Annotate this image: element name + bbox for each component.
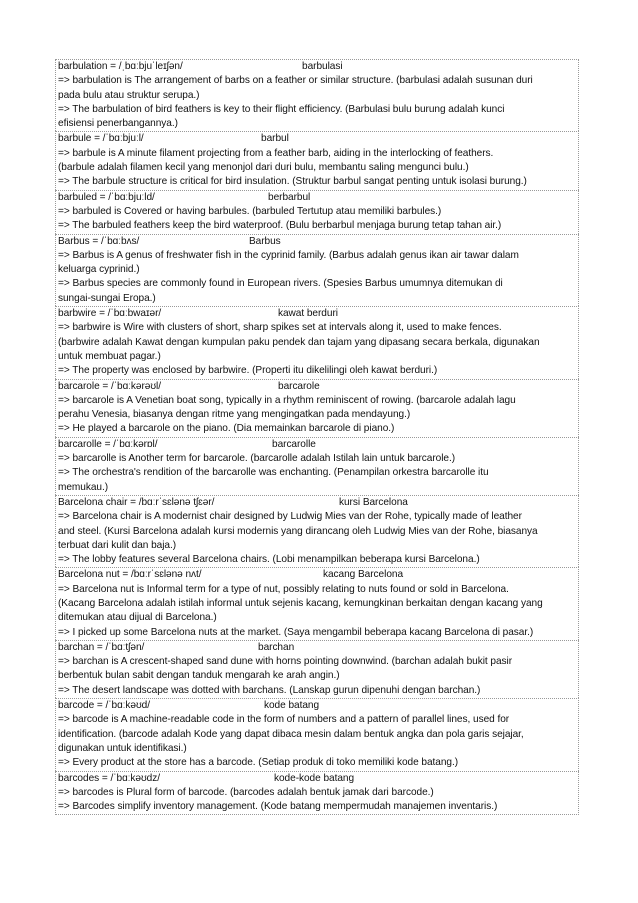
entry-headword: barcarolle = /ˈbɑːkərɒl/ [58,438,158,450]
entry-text-line: berbentuk bulan sabit dengan tanduk mengarah ke arah angin.) [58,670,340,682]
glossary-entry [55,59,579,131]
entry-headword: Barcelona nut = /bɑːrˈsɛlənə nʌt/ [58,569,202,581]
entry-headline [58,235,576,249]
entry-text-line: => barcodes is Plural form of barcode. (barcodes adalah bentuk jamak dari barcode.) [58,786,434,798]
entry-text-line: => The desert landscape was dotted with barchans. (Lanskap gurun dipenuhi dengan barchan.) [58,684,481,696]
entry-headline [58,641,576,655]
entry-text-line: => barchan is A crescent-shaped sand dune with horns pointing downwind. (barchan adalah bukit pasir [58,656,513,668]
entry-translation: Barbus [249,235,281,247]
entry-text-line: => The orchestra's rendition of the barcarolle was enchanting. (Penampilan orkestra barcarolle itu [58,467,489,479]
entry-headword: Barcelona chair = /bɑːrˈsɛlənə tʃɛər/ [58,496,215,508]
entry-translation: barcarolle [272,438,316,450]
entry-text-line: pada bulu atau struktur serupa.) [58,89,200,101]
glossary-entry [55,567,579,639]
glossary-entry [55,234,579,306]
entry-text-line: (barbule adalah filamen kecil yang menonjol dari duri bulu, membantu saling mengunci bulu.) [58,162,469,174]
entry-text-line: => barcarolle is Another term for barcarole. (barcarolle adalah Istilah lain untuk barcarole.) [58,453,456,465]
entry-translation: kursi Barcelona [339,496,408,508]
glossary-entry [55,379,579,437]
entry-text-line: keluarga cyprinid.) [58,264,140,276]
entry-translation: barbulasi [302,61,343,72]
entry-headword: barcarole = /ˈbɑːkərəʊl/ [58,380,162,392]
entry-text-line: => Barcodes simplify inventory management. (Kode batang mempermudah manajemen inventaris.) [58,801,498,813]
entry-headline [58,191,576,205]
entry-text-line: perahu Venesia, biasanya dengan ritme yang mengingatkan pada mendayung.) [58,409,411,421]
entry-headword: barcodes = /ˈbɑːkəʊdz/ [58,772,160,784]
entry-text-line: efisiensi penerbangannya.) [58,118,178,130]
entry-headword: barbuled = /ˈbɑːbjuːld/ [58,191,155,203]
entry-text-line: terbuat dari kulit dan baja.) [58,539,177,551]
entry-text-line: digunakan untuk identifikasi.) [58,742,187,754]
entry-text-line: sungai-sungai Eropa.) [58,292,156,304]
entry-text-line: => The barbule structure is critical for bird insulation. (Struktur barbul sangat penting untuk isolasi burung.) [58,176,527,188]
entry-translation: kawat berduri [278,308,338,320]
entry-text-line: => The barbulation of bird feathers is key to their flight efficiency. (Barbulasi bulu burung adalah kunci [58,103,505,115]
entry-translation: kode batang [264,700,320,712]
entry-text-line: => barbulation is The arrangement of barbs on a feather or similar structure. (barbulasi adalah susunan duri [58,75,533,87]
entry-headline [58,60,576,74]
entry-headline [58,307,576,321]
entry-text-line: => Every product at the store has a barcode. (Setiap produk di toko memiliki kode batang.) [58,757,459,769]
entry-headword: barcode = /ˈbɑːkəʊd/ [58,700,150,712]
entry-text-line: => Barbus species are commonly found in European rivers. (Spesies Barbus umumnya ditemukan di [58,278,503,290]
entry-text-line: => Barcelona chair is A modernist chair designed by Ludwig Mies van der Rohe, typically made of leather [58,511,522,523]
entry-text-line: => I picked up some Barcelona nuts at the market. (Saya mengambil beberapa kacang Barcelona di pasar.) [58,626,534,638]
glossary-entry [55,306,579,378]
entry-text-line: => barbuled is Covered or having barbules. (barbuled Tertutup atau memiliki barbules.) [58,205,442,217]
entry-headline [58,132,576,146]
glossary-entry [55,640,579,698]
entry-headline [58,380,576,394]
entry-headword: barbwire = /ˈbɑːbwaɪər/ [58,308,162,320]
entry-headline [58,772,576,786]
entry-headword: Barbus = /ˈbɑːbʌs/ [58,235,140,247]
entry-headline [58,568,576,582]
entry-headline [58,496,576,510]
entry-text-line: => barcarole is A Venetian boat song, typically in a rhythm reminiscent of rowing. (barcarole adalah lagu [58,394,516,406]
entry-text-line: and steel. (Kursi Barcelona adalah kursi modernis yang dirancang oleh Ludwig Mies van der Rohe, biasanya [58,525,538,537]
entry-translation: barbul [261,133,289,145]
glossary-entry [55,190,579,234]
glossary-entry [55,495,579,567]
glossary-entry [55,131,579,189]
entry-headword: barbulation = /ˌbɑːbjuˈleɪʃən/ [58,61,183,72]
entry-text-line: => Barcelona nut is Informal term for a type of nut, possibly relating to nuts found or sold in Barcelona. [58,583,509,595]
entry-text-line: => He played a barcarole on the piano. (Dia memainkan barcarole di piano.) [58,423,395,435]
entry-text-line: identification. (barcode adalah Kode yang dapat dibaca mesin dalam bentuk angka dan pola garis sejajar, [58,728,524,740]
entry-text-line: (barbwire adalah Kawat dengan kumpulan paku pendek dan tajam yang dipasang secara berkala, digunakan [58,336,540,348]
entry-text-line: => Barbus is A genus of freshwater fish in the cyprinid family. (Barbus adalah genus ikan air tawar dalam [58,249,519,261]
entry-text-line: untuk membuat pagar.) [58,350,161,362]
entry-headword: barbule = /ˈbɑːbjuːl/ [58,133,144,145]
entry-translation: kode-kode batang [274,772,355,784]
entry-translation: barcarole [278,380,320,392]
entry-text-line: => barcode is A machine-readable code in the form of numbers and a pattern of parallel lines, used for [58,714,510,726]
entry-translation: barchan [258,641,295,653]
entry-headline [58,699,576,713]
entry-text-line: => The lobby features several Barcelona chairs. (Lobi menampilkan beberapa kursi Barcelona.) [58,554,480,566]
glossary-entry [55,698,579,770]
glossary-entry [55,437,579,495]
entry-text-line: => barbule is A minute filament projecting from a feather barb, aiding in the interlocking of feathers. [58,147,494,159]
entry-headline [58,438,576,452]
entry-translation: kacang Barcelona [323,569,404,581]
entry-text-line: memukau.) [58,481,109,493]
glossary-entry [55,771,579,816]
glossary-document [55,59,579,815]
entry-text-line: => The property was enclosed by barbwire. (Properti itu dikelilingi oleh kawat berduri.) [58,365,438,377]
entry-translation: berbarbul [268,191,311,203]
entry-headword: barchan = /ˈbɑːtʃən/ [58,641,145,653]
entry-text-line: => The barbuled feathers keep the bird waterproof. (Bulu berbarbul menjaga burung tetap tahan air.) [58,220,502,232]
entry-text-line: ditemukan atau dijual di Barcelona.) [58,612,217,624]
entry-text-line: => barbwire is Wire with clusters of short, sharp spikes set at intervals along it, used to make fences. [58,322,502,334]
entry-text-line: (Kacang Barcelona adalah istilah informal untuk sejenis kacang, kemungkinan berkaitan dengan kacang yang [58,597,543,609]
